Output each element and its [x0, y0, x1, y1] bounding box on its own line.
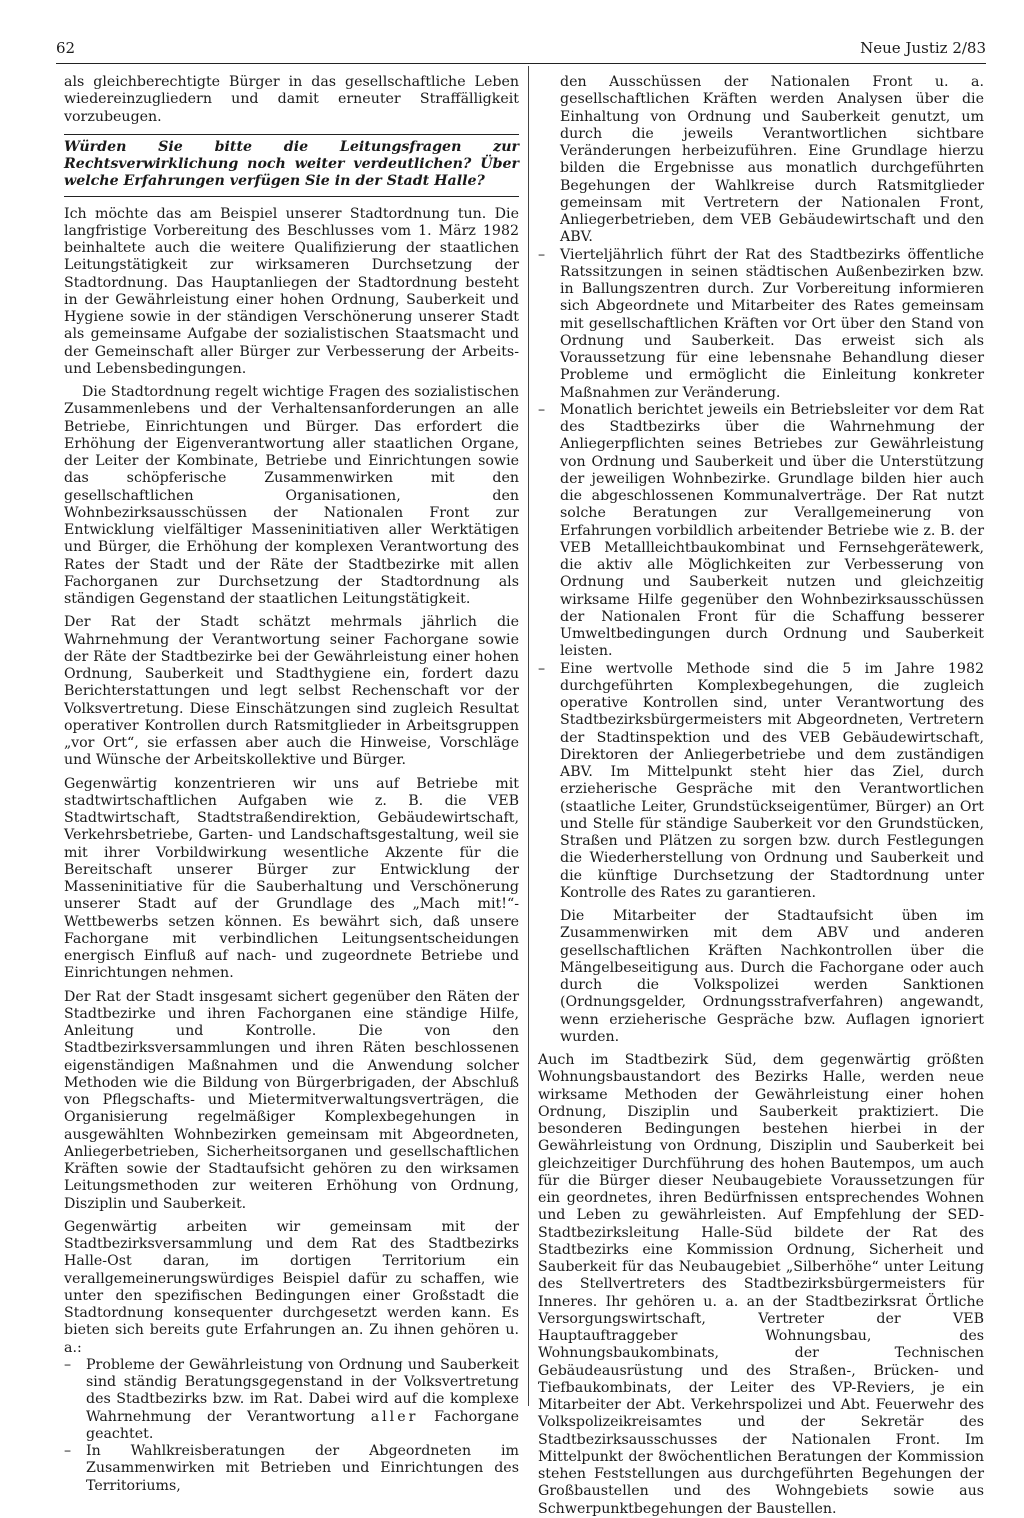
list-text-end: Fachorgane geachtet.: [86, 1408, 519, 1442]
journal-issue: Neue Justiz 2/83: [860, 39, 986, 57]
paragraph-rat: Der Rat der Stadt schätzt mehrmals jährlich die Wahrnehmung der Verantwortung seiner Fachorgane sowie der Räte der Stadtbezirke bei der Gewährleistung einer hohen Ordnung, Sauberkeit und Stadthygiene ein, fordert dazu Berichterstattungen und legt selbst Rechenschaft vor der Volksvertretung. Diese Einschätzungen sind zugleich Resultat operativer Kontrollen durch Ratsmitglieder in Arbeitsgruppen „vor Ort“, sie erfassen aber auch die Hinweise, Vorschläge und Wünsche der Arbeitskollektive und Bürger.: [64, 614, 519, 769]
paragraph-stadtbezirk-sued: Auch im Stadtbezirk Süd, dem gegenwärtig größten Wohnungsbaustandort des Bezirks Halle, werden neue wirksame Methoden der Gewährleistung einer hohen Ordnung, Disziplin und Sauberkeit praktiziert. Die besonderen Bedingungen bestehen hierbei in der Gewährleistung von Ordnung, Disziplin und Sauberkeit bei gleichzeitiger Durchführung des hohen Bautempos, um auch für die Bürger dieser Neubaugebiete Voraussetzungen für ein geordnetes, ihren Bedürfnissen entsprechendes Wohnen und Leben zu gewährleisten. Auf Empfehlung der SED-Stadtbezirksleitung Halle-Süd bildete der Rat des Stadtbezirks eine Kommission Ordnung, Sicherheit und Sauberkeit für das Neubaugebiet „Silberhöhe“ unter Leitung des Stellvertreters des Stadtbezirksbürgermeisters für Inneres. Ihr gehören u. a. an der Stadtbezirksrat Örtliche Versorgungswirtschaft, Vertreter der VEB Hauptauftraggeber Wohnungsbau, des Wohnungsbaukombinats, der Technischen Gebäudeausrüstung und des Straßen-, Brücken- und Tiefbaukombinats, der Leiter des VP-Reviers, je ein Mitarbeiter der Abt. Verkehrspolizei und Abt. Feuerwehr des Volkspolizeikreisamtes und der Sekretär des Stadtbezirksausschusses der Nationalen Front. Im Mittelpunkt der 8wöchentlichen Beratungen der Kommission stehen Feststellungen aus durchgeführten Begehungen der Großbaustellen und des Wohngebiets sowie aus Schwerpunktbegehungen der Baustellen.: [538, 1052, 984, 1517]
intro-paragraph: als gleichberechtigte Bürger in das gesellschaftliche Leben wiedereinzugliedern und damit erneuter Straffälligkeit vorzubeugen.: [64, 74, 519, 125]
list-dash: –: [538, 401, 546, 418]
paragraph-fragen: Die Stadtordnung regelt wichtige Fragen des sozialistischen Zusammenlebens und der Verhaltensanforderungen an alle Betriebe, Einrichtungen und Bürger. Das erfordert die Erhöhung der Eigenverantwortung aller staatlichen Organe, der Leiter der Kombinate, Betriebe und Einrichtungen sowie das schöpferische Zusammenwirken mit den gesellschaftlichen Organisationen, den Wohnbezirksausschüssen der Nationalen Front zur Entwicklung vielfältiger Masseninitiativen aller Werktätigen und Bürger, die Erhöhung der komplexen Verantwortung des Rates der Stadt und der Räte der Stadtbezirke mit allen Fachorganen zur Durchsetzung der Stadtordnung als ständigen Gegenstand der staatlichen Leitungstätigkeit.: [64, 384, 519, 607]
left-column: [64, 74, 519, 1495]
list-text: In Wahlkreisberatungen der Abgeordneten im Zusammenwirken mit Betrieben und Einrichtungen des Territoriums,: [86, 1443, 519, 1494]
paragraph-betriebe: Gegenwärtig konzentrieren wir uns auf Betriebe mit stadtwirtschaftlichen Aufgaben wie z. B. die VEB Stadtwirtschaft, Stadtstraßendirektion, Gebäudewirtschaft, Verkehrsbetriebe, Garten- und Landschaftsgestaltung, weil sie mit ihrer Vorbildwirkung wesentliche Akzente für die Bereitschaft unserer Bürger zur Entwicklung der Masseninitiative für die Sauberhaltung und Verschönerung unserer Stadt auf der Grundlage des „Mach mit!“-Wettbewerbs setzen können. Es bewährt sich, daß unsere Fachorgane mit verbindlichen Leitungsentscheidungen energisch Einfluß auf nach- und zugeordnete Betriebe und Einrichtungen nehmen.: [64, 775, 519, 982]
paragraph-halle-ost: Gegenwärtig arbeiten wir gemeinsam mit der Stadtbezirksversammlung und dem Rat des Stadtbezirks Halle-Ost daran, im dortigen Territorium ein verallgemeinerungswürdiges Beispiel dafür zu schaffen, wie unter den spezifischen Bedingungen einer Großstadt die Stadtordnung konsequenter durchgesetzt werden kann. Es bieten sich bereits gute Erfahrungen an. Zu ihnen gehören u. a.:: [64, 1218, 519, 1356]
list-item: [538, 247, 984, 402]
list-dash: –: [64, 1356, 72, 1373]
list-text: Probleme der Gewährleistung von Ordnung und Sauberkeit sind ständig Beratungsgegenstand in der Volksvertretung des Stadtbezirks bzw. im Rat. Dabei wird auf die komplexe Wahrnehmung der Verantwortung: [86, 1356, 519, 1425]
list-text: Eine wertvolle Methode sind die 5 im Jahre 1982 durchgeführten Komplexbegehungen, die zugleich operative Kontrollen sind, unter Verantwortung des Stadtbezirksbürgermeisters mit Abgeordneten, Vertretern der Stadtinspektion und des VEB Gebäudewirtschaft, Direktoren der Anliegerbetriebe und dem zuständigen ABV. Im Mittelpunkt steht hier das Ziel, durch erzieherische Gespräche mit den Verantwortlichen (staatliche Leiter, Grundstückseigentümer, Bürger) an Ort und Stelle für ständige Sauberkeit vor den Grundstücken, Straßen und Plätzen zu sorgen bzw. durch Festlegungen die Wiederherstellung von Ordnung und Sauberkeit und die künftige Durchsetzung der Stadtordnung unter Kontrolle des Rates zu garantieren.: [560, 660, 984, 901]
list-item: [64, 1443, 519, 1495]
list-text: Vierteljährlich führt der Rat des Stadtbezirks öffentliche Ratssitzungen in seinen städtischen Außenbezirken bzw. in Ballungszentren durch. Zur Vorbereitung informieren sich Abgeordnete und Mitarbeiter des Rates gemeinsam mit gesellschaftlichen Kräften vor Ort über den Stand von Ordnung und Sauberkeit. Das erweist sich als Voraussetzung für eine lebensnahe Behandlung dieser Probleme und ermöglicht die Einleitung konkreter Maßnahmen zur Veränderung.: [560, 246, 984, 401]
paragraph-kontrolle: Der Rat der Stadt insgesamt sichert gegenüber den Räten der Stadtbezirke und ihren Fachorganen eine ständige Hilfe, Anleitung und Kontrolle. Die von den Stadtbezirksversammlungen und ihren Räten beschlossenen eigenständigen Maßnahmen und die Anwendung solcher Methoden wie die Bildung von Bürgerbrigaden, der Abschluß von Pflegschafts- und Mietermitverwaltungsverträgen, die Organisierung regelmäßiger Komplexbegehungen in ausgewählten Wohnbezirken gemeinsam mit Abgeordneten, Anliegerbetrieben, Sicherheitsorganen und gesellschaftlichen Kräften sowie der Stadtaufsicht gehören zu den wirksamen Leitungsmethoden zur weiteren Erhöhung von Ordnung, Disziplin und Sauberkeit.: [64, 988, 519, 1212]
right-column: [538, 74, 984, 1518]
list-dash: –: [538, 660, 546, 677]
list-item: [64, 1357, 519, 1443]
page-number: 62: [56, 39, 76, 57]
column-divider: [528, 66, 529, 1406]
list-item: [538, 661, 984, 903]
list-text: Monatlich berichtet jeweils ein Betriebsleiter vor dem Rat des Stadtbezirks über die Wahrnehmung der Anliegerpflichten seines Betriebes zur Gewährleistung von Ordnung und Sauberkeit und über die Unterstützung der jeweiligen Wohnbezirke. Grundlage bilden hier auch die abgeschlossenen Kommunalverträge. Der Rat nutzt solche Beratungen zur Verallgemeinerung von Erfahrungen vorbildlich arbeitender Betriebe wie z. B. der VEB Metallleichtbaukombinat und Fernsehgerätewerk, die aktiv alle Möglichkeiten zur Verbesserung von Ordnung und Sauberkeit nutzen und gleichzeitig wirksame Hilfe gegenüber den Wohnbezirksausschüssen der Nationalen Front für die Schaffung besserer Umweltbedingungen durch Ordnung und Sauberkeit leisten.: [560, 401, 984, 660]
list-continuation: den Ausschüssen der Nationalen Front u. a. gesellschaftlichen Kräften werden Analysen über die Einhaltung von Ordnung und Sauberkeit genutzt, um durch die jeweils Verantwortlichen sichtbare Veränderungen herbeizuführen. Eine Grundlage hierzu bilden die Ergebnisse aus monatlich durchgeführten Begehungen der Wahlkreise durch Ratsmitglieder gemeinsam mit Vertretern der Nationalen Front, Anliegerbetrieben, dem VEB Gebäudewirtschaft und den ABV.: [560, 74, 984, 246]
list-dash: –: [538, 246, 546, 263]
paragraph-stadtordnung: Ich möchte das am Beispiel unserer Stadtordnung tun. Die langfristige Vorbereitung des Beschlusses vom 1. März 1982 beinhaltete auch die weitere Qualifizierung der staatlichen Leitungstätigkeit zur wirksameren Durchsetzung der Stadtordnung. Das Hauptanliegen der Stadtordnung besteht in der Gewährleistung einer hohen Ordnung, Sauberkeit und Hygiene sowie in der ständigen Verschönerung unserer Stadt als gemeinsame Aufgabe der sozialistischen Staatsmacht und der Gemeinschaft aller Bürger zur Verbesserung der Arbeits- und Lebensbedingungen.: [64, 205, 519, 377]
header-rule: [56, 63, 986, 64]
list-item: [538, 402, 984, 661]
list-dash: –: [64, 1443, 72, 1459]
page-header: [56, 36, 986, 60]
interview-question: Würden Sie bitte die Leitungsfragen zur Rechtsverwirklichung noch weiter verdeutlichen? Über welche Erfahrungen verfügen Sie in der Stadt Halle?: [64, 134, 519, 197]
list-text-spaced: aller: [370, 1408, 419, 1425]
paragraph-stadtaufsicht: Die Mitarbeiter der Stadtaufsicht üben im Zusammenwirken mit dem ABV und anderen gesellschaftlichen Kräften Nachkontrollen über die Mängelbeseitigung aus. Durch die Fachorgane oder auch durch die Volkspolizei werden Sanktionen (Ordnungsgelder, Ordnungsstrafverfahren) angewandt, wenn erzieherische Gespräche bzw. Auflagen ignoriert wurden.: [560, 908, 984, 1045]
